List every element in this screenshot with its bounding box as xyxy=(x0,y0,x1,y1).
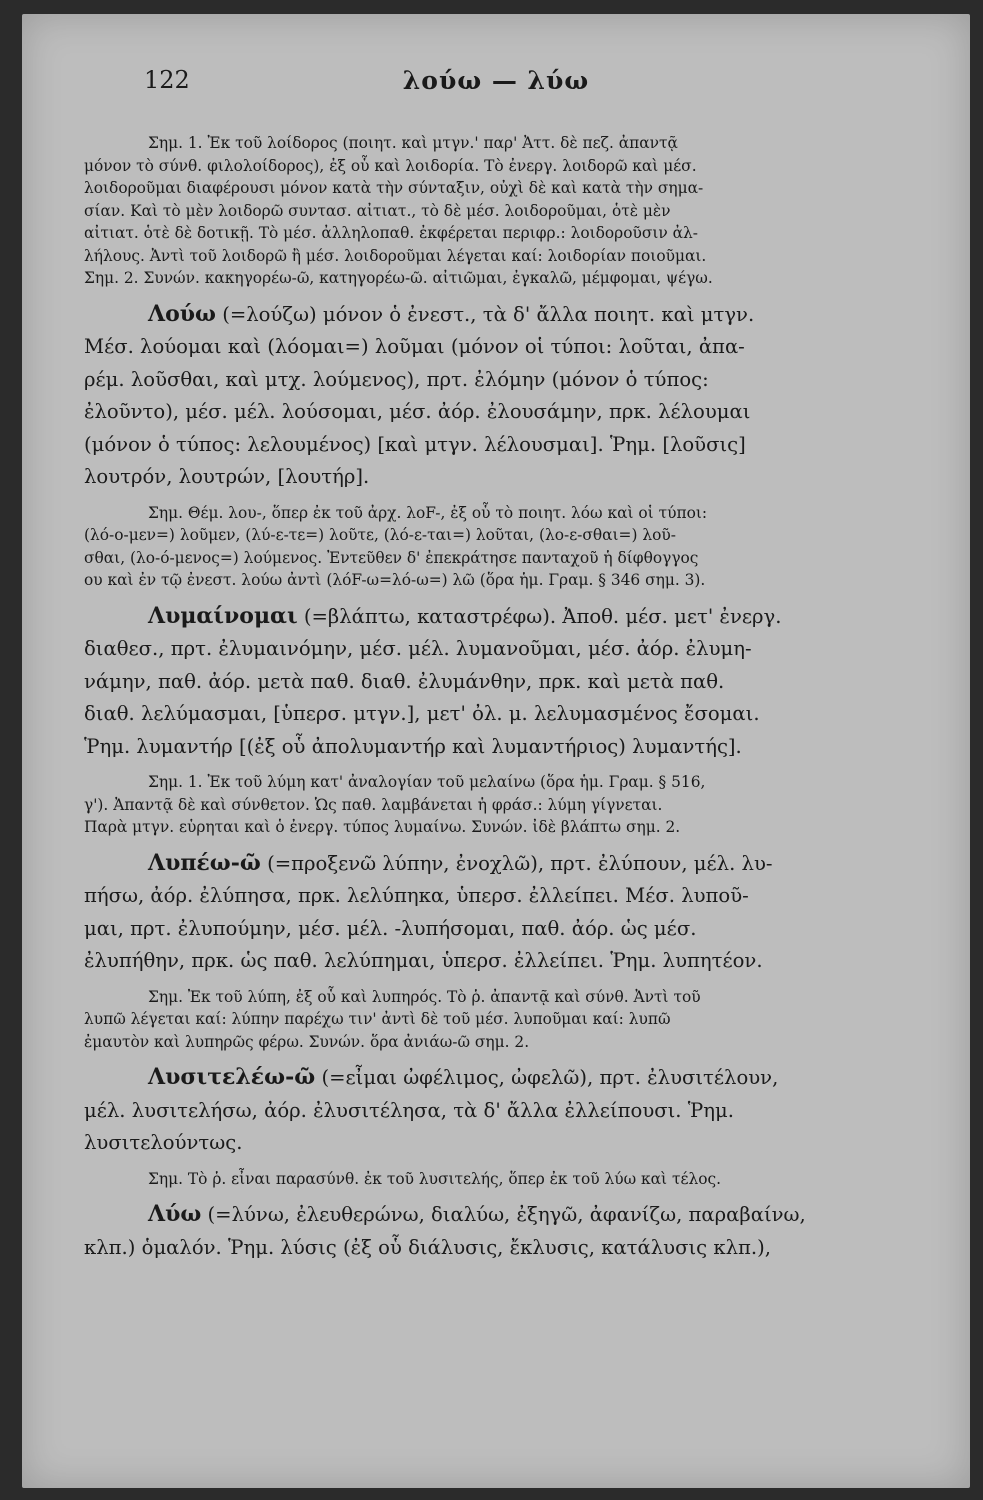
note-line: λήλους. Ἀντὶ τοῦ λοιδορῶ ἢ μέσ. λοιδοροῦμαι λέγεται καί: λοιδορίαν ποιοῦμαι. xyxy=(84,246,707,265)
footnote-block xyxy=(84,502,922,592)
entry-line: ρέμ. λοῦσθαι, καὶ μτχ. λούμενος), πρτ. ἐλόμην (μόνον ὁ τύπος: xyxy=(84,367,709,391)
running-head: λούω — λύω xyxy=(402,66,590,95)
page-header xyxy=(22,66,970,106)
entry-line: διαθ. λελύμασμαι, [ὑπερσ. μτγν.], μετ' ὀλ. μ. λελυμασμένος ἔσομαι. xyxy=(84,702,760,725)
entry-first-line xyxy=(84,298,922,332)
entry-line: (μόνον ὁ τύπος: λελουμένος) [καὶ μτγν. λέλουσμαι]. Ῥημ. [λοῦσις] xyxy=(84,432,746,456)
entry-line: μαι, πρτ. ἐλυπούμην, μέσ. μέλ. -λυπήσομαι, παθ. ἀόρ. ὡς μέσ. xyxy=(84,916,697,940)
note-line: Παρὰ μτγν. εὑρηται καὶ ὁ ἐνεργ. τύπος λυμαίνω. Συνών. ἰδὲ βλάπτω σημ. 2. xyxy=(84,818,681,836)
dictionary-entry xyxy=(84,600,922,764)
note-line: γ'). Ἀπαντᾷ δὲ καὶ σύνθετον. Ὡς παθ. λαμβάνεται ἡ φράσ.: λύμη γίγνεται. xyxy=(84,795,663,814)
note-line: Σημ. 1. Ἐκ τοῦ λοίδορος (ποιητ. καὶ μτγν.' παρ' Ἀττ. δὲ πεζ. ἀπαντᾷ xyxy=(148,134,678,152)
note-line: Σημ. 2. Συνών. κακηγορέω-ῶ, κατηγορέω-ῶ. αἰτιῶμαι, ἐγκαλῶ, μέμφομαι, ψέγω. xyxy=(84,269,713,287)
entry-line: μέλ. λυσιτελήσω, ἀόρ. ἐλυσιτέλησα, τὰ δ' ἄλλα ἐλλείπουσι. Ῥημ. xyxy=(84,1098,734,1122)
note-line: Σημ. Ἐκ τοῦ λύπη, ἐξ οὗ καὶ λυπηρός. Τὸ ῥ. ἀπαντᾷ καὶ σύνθ. Ἀντὶ τοῦ xyxy=(148,987,701,1006)
entry-line: ἐλοῦντο), μέσ. μέλ. λούσομαι, μέσ. ἀόρ. ἐλουσάμην, πρκ. λέλουμαι xyxy=(84,400,751,423)
note-line: μόνον τὸ σύνθ. φιλολοίδορος), ἐξ οὗ καὶ λοιδορία. Τὸ ἐνεργ. λοιδορῶ καὶ μέσ. xyxy=(84,156,697,175)
page-body xyxy=(84,132,922,1272)
note-line: Σημ. Θέμ. λου-, ὅπερ ἐκ τοῦ ἀρχ. λοF-, ἐξ οὗ τὸ ποιητ. λόω καὶ οἱ τύποι: xyxy=(148,503,708,522)
note-line: Σημ. 1. Ἐκ τοῦ λύμη κατ' ἀναλογίαν τοῦ μελαίνω (ὅρα ἡμ. Γραμ. § 516, xyxy=(148,773,706,791)
footnote-block xyxy=(84,132,922,290)
page-number: 122 xyxy=(144,66,190,94)
footnote-block xyxy=(84,771,922,839)
note-line: (λό-ο-μεν=) λοῦμεν, (λύ-ε-τε=) λοῦτε, (λό-ε-ται=) λοῦται, (λο-ε-σθαι=) λοῦ- xyxy=(84,526,676,544)
dictionary-entry xyxy=(84,1061,922,1160)
dictionary-entry xyxy=(84,298,922,494)
page xyxy=(22,14,970,1488)
entry-line: νάμην, παθ. ἀόρ. μετὰ παθ. διαθ. ἐλυμάνθην, πρκ. καὶ μετὰ παθ. xyxy=(84,669,725,693)
entry-line: πήσω, ἀόρ. ἐλύπησα, πρκ. λελύπηκα, ὑπερσ. ἐλλείπει. Μέσ. λυποῦ- xyxy=(84,884,749,907)
entry-line: Ῥημ. λυμαντήρ [(ἐξ οὗ ἀπολυμαντήρ καὶ λυμαντήριος) λυμαντής]. xyxy=(84,734,742,758)
entry-first-line xyxy=(84,847,922,881)
entry-lemma: Λούω xyxy=(148,300,216,327)
entry-first-line xyxy=(84,1198,922,1232)
note-line: ἐμαυτὸν καὶ λυπηρῶς φέρω. Συνών. ὅρα ἀνιάω-ῶ σημ. 2. xyxy=(84,1032,530,1051)
entry-lemma: Λύω xyxy=(148,1201,202,1227)
entry-first-line xyxy=(84,600,922,634)
footnote-block xyxy=(84,986,922,1054)
note-line: Σημ. Τὸ ῥ. εἶναι παρασύνθ. ἐκ τοῦ λυσιτελής, ὅπερ ἐκ τοῦ λύω καὶ τέλος. xyxy=(148,1169,721,1188)
entry-line: Μέσ. λούομαι καὶ (λόομαι=) λοῦμαι (μόνον οἱ τύποι: λοῦται, ἀπα- xyxy=(84,335,745,358)
entry-line: διαθεσ., πρτ. ἐλυμαινόμην, μέσ. μέλ. λυμανοῦμαι, μέσ. ἀόρ. ἐλυμη- xyxy=(84,637,752,660)
entry-definition-start: (=προξενῶ λύπην, ἐνοχλῶ), πρτ. ἐλύπουν, μέλ. λυ- xyxy=(267,851,773,875)
note-line: αἰτιατ. ὁτὲ δὲ δοτικῇ. Τὸ μέσ. ἀλληλοπαθ. ἐκφέρεται περιφρ.: λοιδοροῦσιν ἀλ- xyxy=(84,224,698,242)
entry-definition-start: (=λούζω) μόνον ὁ ἐνεστ., τὰ δ' ἄλλα ποιητ. καὶ μτγν. xyxy=(222,302,755,326)
entry-first-line xyxy=(84,1061,922,1095)
entry-definition-start: (=βλάπτω, καταστρέφω). Ἀποθ. μέσ. μετ' ἐνεργ. xyxy=(303,604,782,628)
dictionary-entry xyxy=(84,847,922,978)
entry-lemma: Λυσιτελέω-ῶ xyxy=(148,1064,316,1090)
entry-line: κλπ.) ὁμαλόν. Ῥημ. λύσις (ἐξ οὗ διάλυσις, ἔκλυσις, κατάλυσις κλπ.), xyxy=(84,1235,771,1259)
entry-lemma: Λυπέω-ῶ xyxy=(148,849,261,876)
note-line: ου καὶ ἐν τῷ ἐνεστ. λούω ἀντὶ (λόF-ω=λό-ω=) λῶ (ὅρα ἡμ. Γραμ. § 346 σημ. 3). xyxy=(84,571,706,589)
entry-line: ἐλυπήθην, πρκ. ὡς παθ. λελύπημαι, ὑπερσ. ἐλλείπει. Ῥημ. λυπητέον. xyxy=(84,949,763,972)
note-line: λυπῶ λέγεται καί: λύπην παρέχω τιν' ἀντὶ δὲ τοῦ μέσ. λυποῦμαι καί: λυπῶ xyxy=(84,1010,671,1028)
footnote-block xyxy=(84,1168,922,1191)
entry-line: λουτρόν, λουτρών, [λουτήρ]. xyxy=(84,465,370,488)
note-line: σθαι, (λο-ό-μενος=) λούμενος. Ἐντεῦθεν δ' ἐπεκράτησε πανταχοῦ ἡ δίφθογγος xyxy=(84,548,699,567)
entry-line: λυσιτελούντως. xyxy=(84,1131,243,1154)
note-line: σίαν. Καὶ τὸ μὲν λοιδορῶ συντασ. αἰτιατ., τὸ δὲ μέσ. λοιδοροῦμαι, ὁτὲ μὲν xyxy=(84,201,671,220)
dictionary-entry xyxy=(84,1198,922,1264)
entry-definition-start: (=λύνω, ἐλευθερώνω, διαλύω, ἐξηγῶ, ἀφανίζω, παραβαίνω, xyxy=(207,1203,806,1226)
note-line: λοιδοροῦμαι διαφέρουσι μόνον κατὰ τὴν σύνταξιν, οὐχὶ δὲ καὶ κατὰ τὴν σημα- xyxy=(84,179,704,197)
entry-definition-start: (=εἶμαι ὠφέλιμος, ὠφελῶ), πρτ. ἐλυσιτέλουν, xyxy=(321,1066,779,1089)
entry-lemma: Λυμαίνομαι xyxy=(148,602,298,629)
